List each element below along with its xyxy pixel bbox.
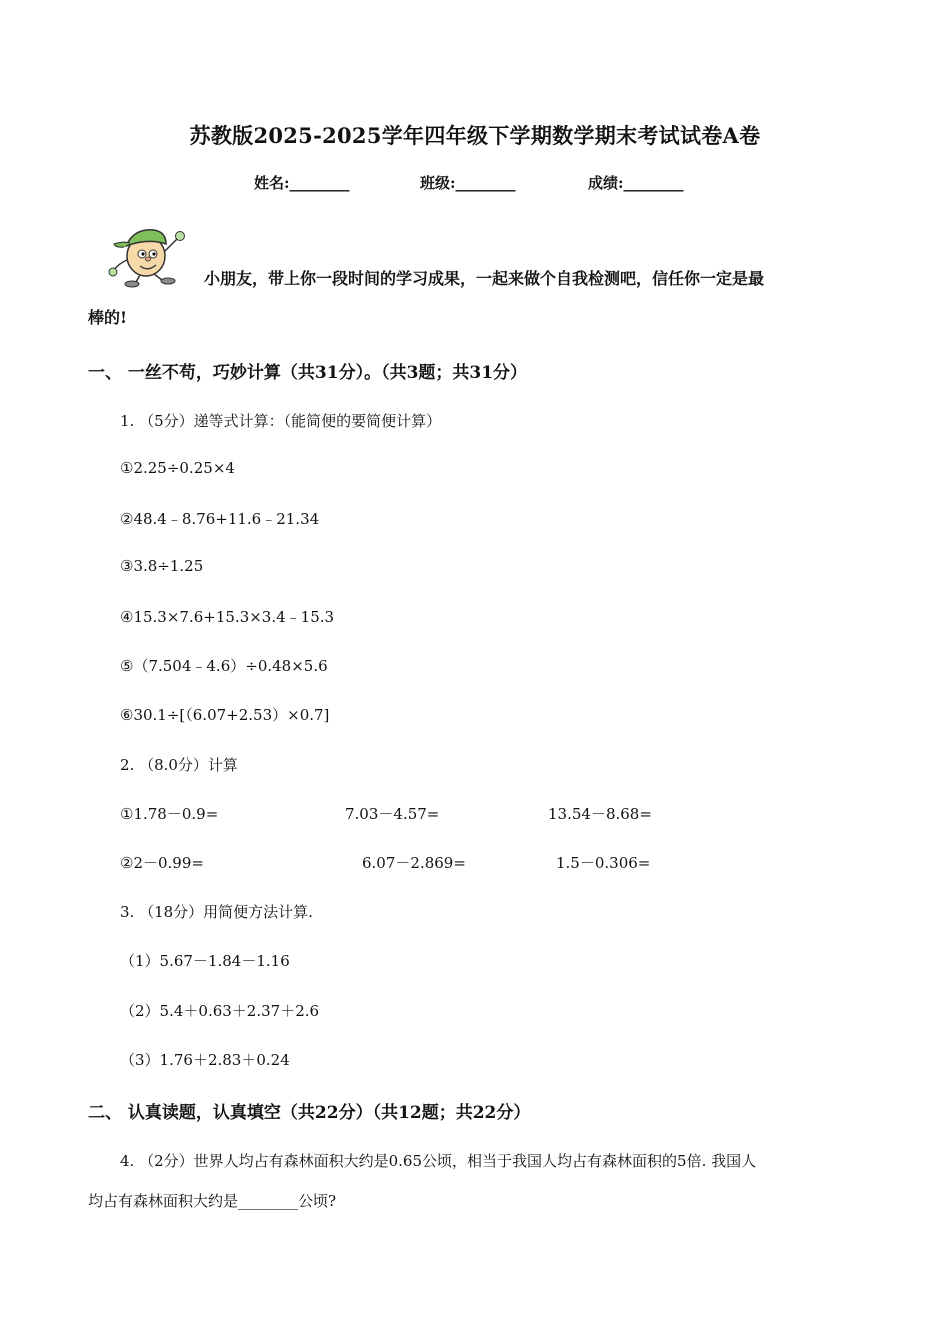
question-3-item: （1）5.67－1.84－1.16 bbox=[120, 952, 290, 970]
question-2-expr: ①1.78－0.9= bbox=[120, 805, 219, 823]
question-3-item: （3）1.76＋2.83＋0.24 bbox=[120, 1051, 290, 1069]
question-2-expr: 1.5－0.306= bbox=[556, 854, 651, 872]
page-title: 苏教版2025-2025学年四年级下学期数学期末考试试卷A卷 bbox=[189, 123, 761, 148]
question-3-stem: 3. （18分）用简便方法计算. bbox=[120, 903, 313, 921]
question-1-item: ④15.3×7.6+15.3×3.4﹣15.3 bbox=[120, 608, 335, 626]
question-2-expr: 13.54－8.68= bbox=[548, 805, 652, 823]
class-field: 班级:________ bbox=[420, 174, 516, 192]
question-1-item: ⑤（7.504﹣4.6）÷0.48×5.6 bbox=[120, 657, 328, 675]
name-field: 姓名:________ bbox=[254, 174, 350, 192]
score-field: 成绩:________ bbox=[588, 174, 684, 192]
question-1-item: ③3.8÷1.25 bbox=[120, 557, 204, 575]
question-1-item: ⑥30.1÷[（6.07+2.53）×0.7] bbox=[120, 706, 330, 724]
question-3-item: （2）5.4＋0.63＋2.37＋2.6 bbox=[120, 1002, 320, 1020]
question-2-stem: 2. （8.0分）计算 bbox=[120, 756, 238, 774]
section-heading-1: 一、 一丝不苟，巧妙计算（共31分）。（共3题；共31分） bbox=[88, 363, 528, 383]
question-4-line1: 4. （2分）世界人均占有森林面积大约是0.65公顷，相当于我国人均占有森林面积的5倍. 我国人 bbox=[120, 1152, 757, 1170]
question-2-expr: ②2－0.99= bbox=[120, 854, 204, 872]
question-2-expr: 6.07－2.869= bbox=[362, 854, 466, 872]
question-4-line2: 均占有森林面积大约是________公顷? bbox=[88, 1192, 337, 1210]
question-1-item: ①2.25÷0.25×4 bbox=[120, 459, 235, 477]
question-2-expr: 7.03－4.57= bbox=[345, 805, 440, 823]
intro-text-line1: 小朋友，带上你一段时间的学习成果，一起来做个自我检测吧，信任你一定是最 bbox=[204, 269, 765, 288]
question-1-stem: 1. （5分）递等式计算：（能简便的要简便计算） bbox=[120, 412, 442, 430]
intro-text-line2: 棒的! bbox=[88, 308, 128, 327]
section-heading-2: 二、 认真读题，认真填空（共22分）（共12题；共22分） bbox=[88, 1103, 531, 1123]
question-1-item: ②48.4﹣8.76+11.6﹣21.34 bbox=[120, 510, 320, 528]
mascot-image bbox=[104, 222, 196, 288]
